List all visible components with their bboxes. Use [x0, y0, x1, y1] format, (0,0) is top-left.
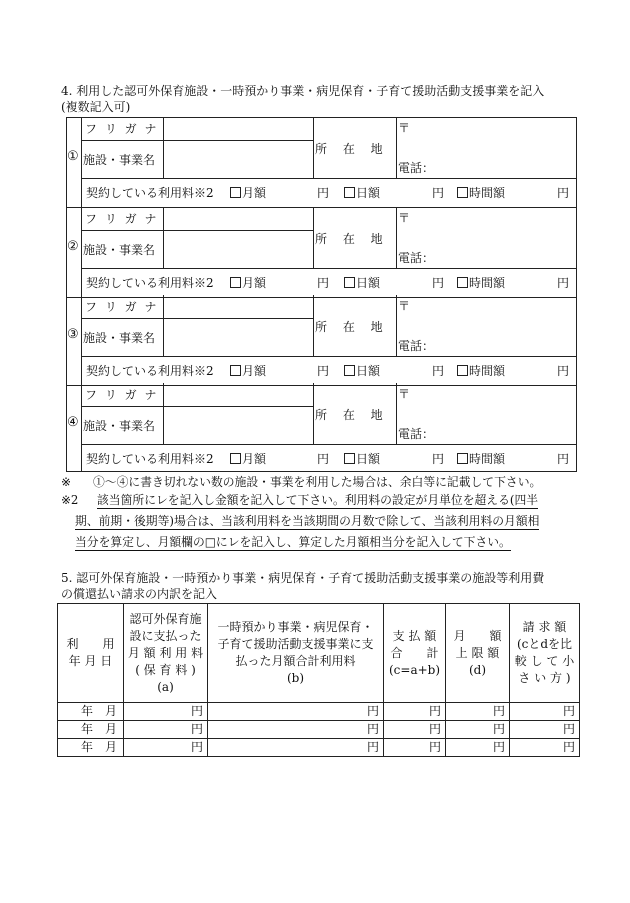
daily-yen: 円: [432, 186, 445, 200]
monthly-yen: 円: [317, 452, 330, 466]
hourly-yen: 円: [557, 276, 570, 290]
fee-label: 契約している利用料※2: [86, 364, 214, 378]
amount-cell[interactable]: 円: [446, 721, 510, 739]
header-line: 請 求 額: [522, 620, 567, 634]
header-line: 利 用: [66, 637, 115, 651]
postal-mark: 〒: [398, 121, 411, 135]
header-line: (b): [286, 671, 305, 685]
header-temporary-fee: [208, 604, 384, 703]
header-line: (d): [468, 662, 487, 677]
daily-checkbox[interactable]: [344, 453, 355, 464]
address-label: 所 在 地: [315, 320, 383, 334]
header-claim-amount: [510, 604, 580, 703]
amount-cell[interactable]: 円: [208, 703, 384, 721]
daily-option[interactable]: 日額: [344, 452, 380, 466]
monthly-checkbox[interactable]: [230, 277, 241, 288]
header-line: 子育て援助活動支援事業に支: [217, 637, 374, 651]
daily-option[interactable]: 日額: [344, 364, 380, 378]
address-input[interactable]: [410, 119, 574, 155]
header-line: ( 保 育 料 ): [135, 662, 196, 677]
header-line: 年 月 日: [68, 654, 113, 668]
hourly-checkbox[interactable]: [457, 277, 468, 288]
hourly-option[interactable]: 時間額: [457, 364, 505, 378]
monthly-checkbox[interactable]: [230, 187, 241, 198]
furigana-label: フ リ ガ ナ: [85, 212, 159, 226]
reimbursement-row: [58, 721, 580, 739]
header-line: 一時預かり事業・病児保育・: [217, 620, 374, 634]
facility-label: 施設・事業名: [83, 243, 156, 257]
header-monthly-cap: [446, 604, 510, 703]
monthly-yen: 円: [317, 186, 330, 200]
address-input[interactable]: [410, 297, 574, 333]
header-line: 支 払 額: [392, 628, 437, 643]
furigana-input[interactable]: [164, 118, 312, 140]
postal-mark: 〒: [398, 387, 411, 401]
daily-checkbox[interactable]: [344, 187, 355, 198]
hourly-checkbox[interactable]: [457, 365, 468, 376]
hourly-checkbox[interactable]: [457, 187, 468, 198]
amount-cell[interactable]: 円: [124, 721, 208, 739]
amount-cell[interactable]: 円: [384, 703, 446, 721]
usage-date-cell[interactable]: 年 月: [58, 721, 124, 739]
note2-mark: ※2: [61, 493, 79, 507]
monthly-yen: 円: [317, 276, 330, 290]
amount-cell[interactable]: 円: [208, 721, 384, 739]
header-line: さ い 方 ): [518, 671, 571, 685]
address-input[interactable]: [410, 209, 574, 245]
reimbursement-table: [57, 603, 580, 757]
facility-label: 施設・事業名: [83, 419, 156, 433]
monthly-option[interactable]: 月額: [230, 186, 266, 200]
phone-label: 電話：: [398, 251, 435, 265]
facility-name-input[interactable]: [164, 319, 312, 356]
phone-label: 電話：: [398, 161, 435, 175]
amount-cell[interactable]: 円: [446, 703, 510, 721]
header-line: 認可外保育施: [129, 611, 202, 626]
reimbursement-row: [58, 703, 580, 721]
facility-name-input[interactable]: [164, 141, 312, 178]
section5-title-line-2: の償還払い請求の内訳を記入: [61, 587, 218, 601]
hourly-yen: 円: [557, 364, 570, 378]
note1-mark: ※: [61, 475, 71, 489]
section4-subtitle: (複数記入可): [61, 100, 131, 114]
amount-cell[interactable]: 円: [510, 703, 580, 721]
amount-cell[interactable]: 円: [510, 721, 580, 739]
facility-label: 施設・事業名: [83, 331, 156, 345]
header-licensed-fee: [124, 604, 208, 703]
header-line: 設に支払った: [129, 628, 202, 643]
amount-cell[interactable]: 円: [446, 739, 510, 757]
header-total-paid: [384, 604, 446, 703]
usage-date-cell[interactable]: 年 月: [58, 703, 124, 721]
header-line: 月 額 利 用 料: [127, 645, 204, 660]
section4-title: 4. 利用した認可外保育施設・一時預かり事業・病児保育・子育て援助活動支援事業を記入: [61, 84, 545, 98]
monthly-checkbox[interactable]: [230, 365, 241, 376]
fee-label: 契約している利用料※2: [86, 452, 214, 466]
furigana-label: フ リ ガ ナ: [85, 300, 159, 314]
header-line: 月 額: [453, 628, 502, 643]
header-line: 合 計: [390, 645, 439, 660]
amount-cell[interactable]: 円: [510, 739, 580, 757]
header-line: 払った月額合計利用料: [235, 654, 356, 668]
amount-cell[interactable]: 円: [384, 739, 446, 757]
section5-title-line-1: 5. 認可外保育施設・一時預かり事業・病児保育・子育て援助活動支援事業の施設等利用費: [61, 571, 545, 585]
amount-cell[interactable]: 円: [384, 721, 446, 739]
facility-name-input[interactable]: [164, 407, 312, 444]
postal-mark: 〒: [398, 211, 411, 225]
daily-yen: 円: [432, 364, 445, 378]
address-label: 所 在 地: [315, 232, 383, 246]
amount-cell[interactable]: 円: [208, 739, 384, 757]
amount-cell[interactable]: 円: [124, 703, 208, 721]
daily-yen: 円: [432, 452, 445, 466]
fee-label: 契約している利用料※2: [86, 186, 214, 200]
amount-cell[interactable]: 円: [124, 739, 208, 757]
phone-label: 電話：: [398, 339, 435, 353]
row-number: ④: [67, 415, 79, 430]
fee-label: 契約している利用料※2: [86, 276, 214, 290]
note2-line-3: 当分を算定し、月額欄の□にレを記入し、算定した月額相当分を記入して下さい。: [75, 535, 511, 549]
monthly-option[interactable]: 月額: [230, 364, 266, 378]
address-label: 所 在 地: [315, 408, 383, 422]
facility-name-input[interactable]: [164, 231, 312, 268]
row-number: ②: [67, 239, 79, 254]
reimbursement-row: [58, 739, 580, 757]
monthly-option[interactable]: 月額: [230, 452, 266, 466]
reimbursement-header-row: [58, 604, 580, 703]
header-usage-date: [58, 604, 124, 703]
header-line: (c=a+b): [388, 662, 441, 677]
usage-date-cell[interactable]: 年 月: [58, 739, 124, 757]
header-line: (a): [157, 679, 174, 694]
monthly-yen: 円: [317, 364, 330, 378]
daily-yen: 円: [432, 276, 445, 290]
hourly-yen: 円: [557, 452, 570, 466]
note2-line-1: 該当箇所にレを記入し金額を記入して下さい。利用料の設定が月単位を超える(四半: [97, 493, 539, 507]
furigana-label: フ リ ガ ナ: [85, 122, 159, 136]
header-line: 較 し て 小: [514, 654, 575, 668]
monthly-option[interactable]: 月額: [230, 276, 266, 290]
address-label: 所 在 地: [315, 142, 383, 156]
furigana-input[interactable]: [164, 296, 312, 318]
row-number: ①: [67, 149, 79, 164]
furigana-label: フ リ ガ ナ: [85, 388, 159, 402]
daily-option[interactable]: 日額: [344, 186, 380, 200]
header-line: 上 限 額: [455, 645, 500, 660]
furigana-input[interactable]: [164, 384, 312, 406]
hourly-option[interactable]: 時間額: [457, 186, 505, 200]
postal-mark: 〒: [398, 299, 411, 313]
daily-checkbox[interactable]: [344, 365, 355, 376]
monthly-checkbox[interactable]: [230, 453, 241, 464]
note1-text: ①〜④に書き切れない数の施設・事業を利用した場合は、余白等に記載して下さい。: [93, 475, 542, 489]
hourly-option[interactable]: 時間額: [457, 452, 505, 466]
note2-line-2: 期、前期・後期等)場合は、当該利用料を当該期間の月数で除して、当該利用料の月額相: [75, 514, 540, 528]
furigana-input[interactable]: [164, 208, 312, 230]
facility-label: 施設・事業名: [83, 153, 156, 167]
daily-option[interactable]: 日額: [344, 276, 380, 290]
hourly-yen: 円: [557, 186, 570, 200]
phone-label: 電話：: [398, 427, 435, 441]
hourly-checkbox[interactable]: [457, 453, 468, 464]
row-number: ③: [67, 327, 79, 342]
hourly-option[interactable]: 時間額: [457, 276, 505, 290]
header-line: (cとdを比: [516, 637, 573, 651]
address-input[interactable]: [410, 385, 574, 421]
daily-checkbox[interactable]: [344, 277, 355, 288]
